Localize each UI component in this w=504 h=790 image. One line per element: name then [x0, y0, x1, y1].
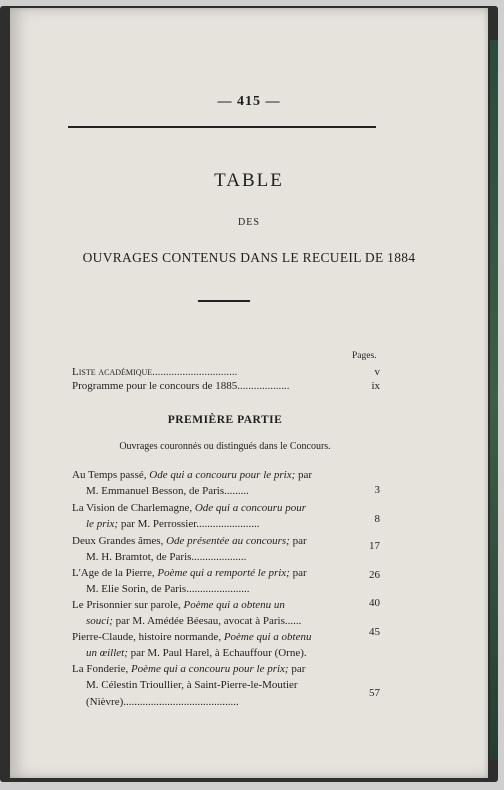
entry-author: M. Célestin Trioullier, à Saint-Pierre-le-Moutier — [86, 679, 298, 692]
entry-genre: Poème qui a concouru pour le prix; — [130, 663, 289, 675]
front-row — [72, 366, 380, 378]
entry-author: par M. Paul Harel, à Echauffour (Orne). — [127, 647, 307, 660]
entry-genre: Poème qui a obtenu — [223, 631, 312, 643]
entry-page: 57 — [369, 687, 380, 699]
leader-dots: ............................... — [152, 366, 238, 378]
entry-text: par — [295, 469, 313, 481]
entry-genre: le prix; — [86, 518, 119, 531]
entry-title: Pierre-Claude, histoire normande, — [72, 631, 224, 643]
entry-author: par M. Amédée Béesau, avocat à Paris...... — [112, 615, 302, 628]
title-connector: DES — [238, 217, 260, 228]
entry-page: 26 — [369, 569, 380, 581]
entry-title: Le Prisonnier sur parole, — [72, 599, 184, 611]
toc-entry — [72, 533, 352, 566]
front-page: ix — [371, 380, 380, 392]
title-divider — [198, 300, 250, 302]
entry-author: M. H. Bramtot, de Paris.................... — [86, 551, 247, 564]
toc-entry — [72, 500, 352, 533]
entry-page: 45 — [369, 626, 380, 638]
part-title: PREMIÈRE PARTIE — [167, 414, 283, 426]
entry-title: La Fonderie, — [72, 663, 131, 675]
entry-genre: Poème qui a remporté le prix; — [157, 567, 290, 579]
entry-page: 3 — [374, 484, 380, 496]
toc-entry — [72, 467, 352, 500]
page-number: — 415 — — [217, 94, 281, 109]
front-label: Programme pour le concours de 1885 — [72, 380, 238, 392]
front-label: Liste académique — [72, 366, 153, 378]
entry-author: par M. Perrossier....................... — [118, 518, 260, 531]
entry-genre: Ode qui a concouru pour le prix; — [149, 469, 296, 481]
entry-page: 17 — [369, 540, 380, 552]
toc-entry — [72, 629, 352, 662]
entry-genre: Ode qui a concouru pour — [194, 502, 307, 514]
leader-dots: ................... — [237, 380, 290, 392]
book-page — [10, 8, 488, 778]
toc-entry — [72, 565, 352, 598]
entry-title: Au Temps passé, — [72, 469, 150, 481]
entry-text: par — [289, 535, 307, 547]
part-intro: Ouvrages couronnés ou distingués dans le Concours. — [119, 441, 331, 452]
book-spine-edge — [490, 40, 498, 760]
toc-entry — [72, 597, 352, 630]
entry-text: par — [289, 567, 307, 579]
entry-text: par — [288, 663, 306, 675]
entry-page: 8 — [374, 513, 380, 525]
entry-page: 40 — [369, 597, 380, 609]
entry-title: Deux Grandes âmes, — [72, 535, 167, 547]
pages-column-header: Pages. — [352, 351, 377, 361]
entry-genre: Ode présentée au concours; — [166, 535, 290, 547]
front-page: v — [374, 366, 380, 378]
entry-genre: un œillet; — [86, 647, 128, 660]
page-subtitle: OUVRAGES CONTENUS DANS LE RECUEIL DE 1884 — [82, 250, 416, 265]
toc-entry — [72, 661, 352, 710]
header-rule — [68, 126, 376, 128]
front-row — [72, 380, 380, 392]
page-title: TABLE — [214, 170, 284, 191]
entry-genre: Poème qui a obtenu un — [183, 599, 285, 611]
entry-author: M. Elie Sorin, de Paris....................... — [86, 583, 250, 596]
entry-title: La Vision de Charlemagne, — [72, 502, 195, 514]
entry-title: L'Age de la Pierre, — [72, 567, 158, 579]
entry-author: M. Emmanuel Besson, de Paris......... — [86, 485, 249, 498]
entry-genre: souci; — [86, 615, 113, 628]
entry-author: (Nièvre).......................................... — [86, 695, 239, 708]
